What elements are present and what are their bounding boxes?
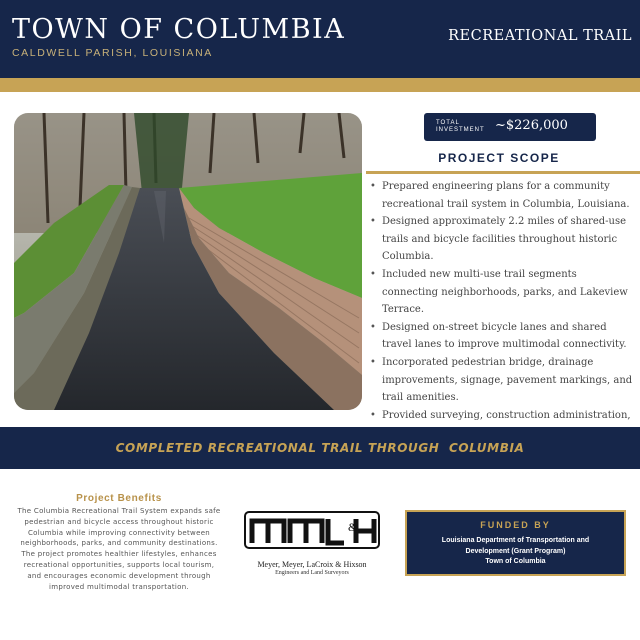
scope-item xyxy=(370,266,634,319)
bullet-icon: • xyxy=(370,181,376,192)
scope-divider xyxy=(366,171,640,174)
header-bar xyxy=(0,0,640,78)
scope-item xyxy=(370,213,634,266)
bullet-icon: • xyxy=(370,321,376,333)
firm-logo xyxy=(240,511,384,583)
page-title: TOWN OF COLUMBIA xyxy=(12,14,346,45)
funding-line: Town of Columbia xyxy=(485,558,546,565)
project-scope-heading: PROJECT SCOPE xyxy=(438,151,560,165)
bullet-icon: • xyxy=(370,356,376,368)
investment-label: TOTAL INVESTMENT xyxy=(436,120,485,133)
funding-sources xyxy=(413,536,618,568)
completion-banner xyxy=(0,427,640,469)
scope-item-text: Provided surveying, construction administration, xyxy=(382,409,631,421)
svg-text:&: & xyxy=(348,520,358,534)
gold-divider-band xyxy=(0,78,640,92)
mmlh-logo-mark xyxy=(244,511,380,557)
project-benefits-heading: Project Benefits xyxy=(76,493,162,504)
bullet-icon: • xyxy=(370,409,376,421)
funded-by-heading: FUNDED BY xyxy=(480,520,551,530)
scope-item xyxy=(370,178,634,213)
scope-item-text: Designed approximately 2.2 miles of shared-use trails and bicycle facilities throughout historic Columbia. xyxy=(382,216,627,263)
investment-amount: ~$226,000 xyxy=(495,118,568,133)
firm-name: Meyer, Meyer, LaCroix & Hixson xyxy=(257,560,367,569)
firm-tagline: Engineers and Land Surveyors xyxy=(275,570,349,576)
project-scope-list xyxy=(370,178,634,442)
scope-item-text: Prepared engineering plans for a community recreational trail system in Columbia, Louisiana. xyxy=(382,181,630,210)
parish-subtitle: CALDWELL PARISH, LOUISIANA xyxy=(12,47,213,59)
scope-item-text: Designed on-street bicycle lanes and shared travel lanes to improve multimodal connectivity. xyxy=(382,321,627,351)
project-type-label: RECREATIONAL TRAIL xyxy=(448,28,632,44)
funding-line: Louisiana Department of Transportation and xyxy=(441,537,590,544)
scope-item-text: Incorporated pedestrian bridge, drainage improvements, signage, pavement markings, and trail amenities. xyxy=(382,356,633,404)
bullet-icon: • xyxy=(370,268,376,280)
funded-by-box xyxy=(405,510,626,576)
project-benefits-text: The Columbia Recreational Trail System expands safe pedestrian and bicycle access throughout historic Columbia while improving connectivity between neighborhoods, parks, and community destinations. The project promotes healthier lifestyles, enhances recreational opportunities, supports local tourism, and encourages economic development through improved multimodal transportation. xyxy=(17,507,221,591)
scope-item-text: Included new multi-use trail segments connecting neighborhoods, parks, and Lakeview Terrace. xyxy=(382,268,628,316)
banner-caption: COMPLETED RECREATIONAL TRAIL THROUGH COLUMBIA xyxy=(115,441,525,455)
trail-photo xyxy=(14,113,362,410)
bullet-icon: • xyxy=(370,216,376,228)
scope-item xyxy=(370,354,634,407)
funding-line: Development (Grant Program) xyxy=(465,547,566,555)
scope-item xyxy=(370,319,634,354)
total-investment-badge xyxy=(424,113,596,141)
